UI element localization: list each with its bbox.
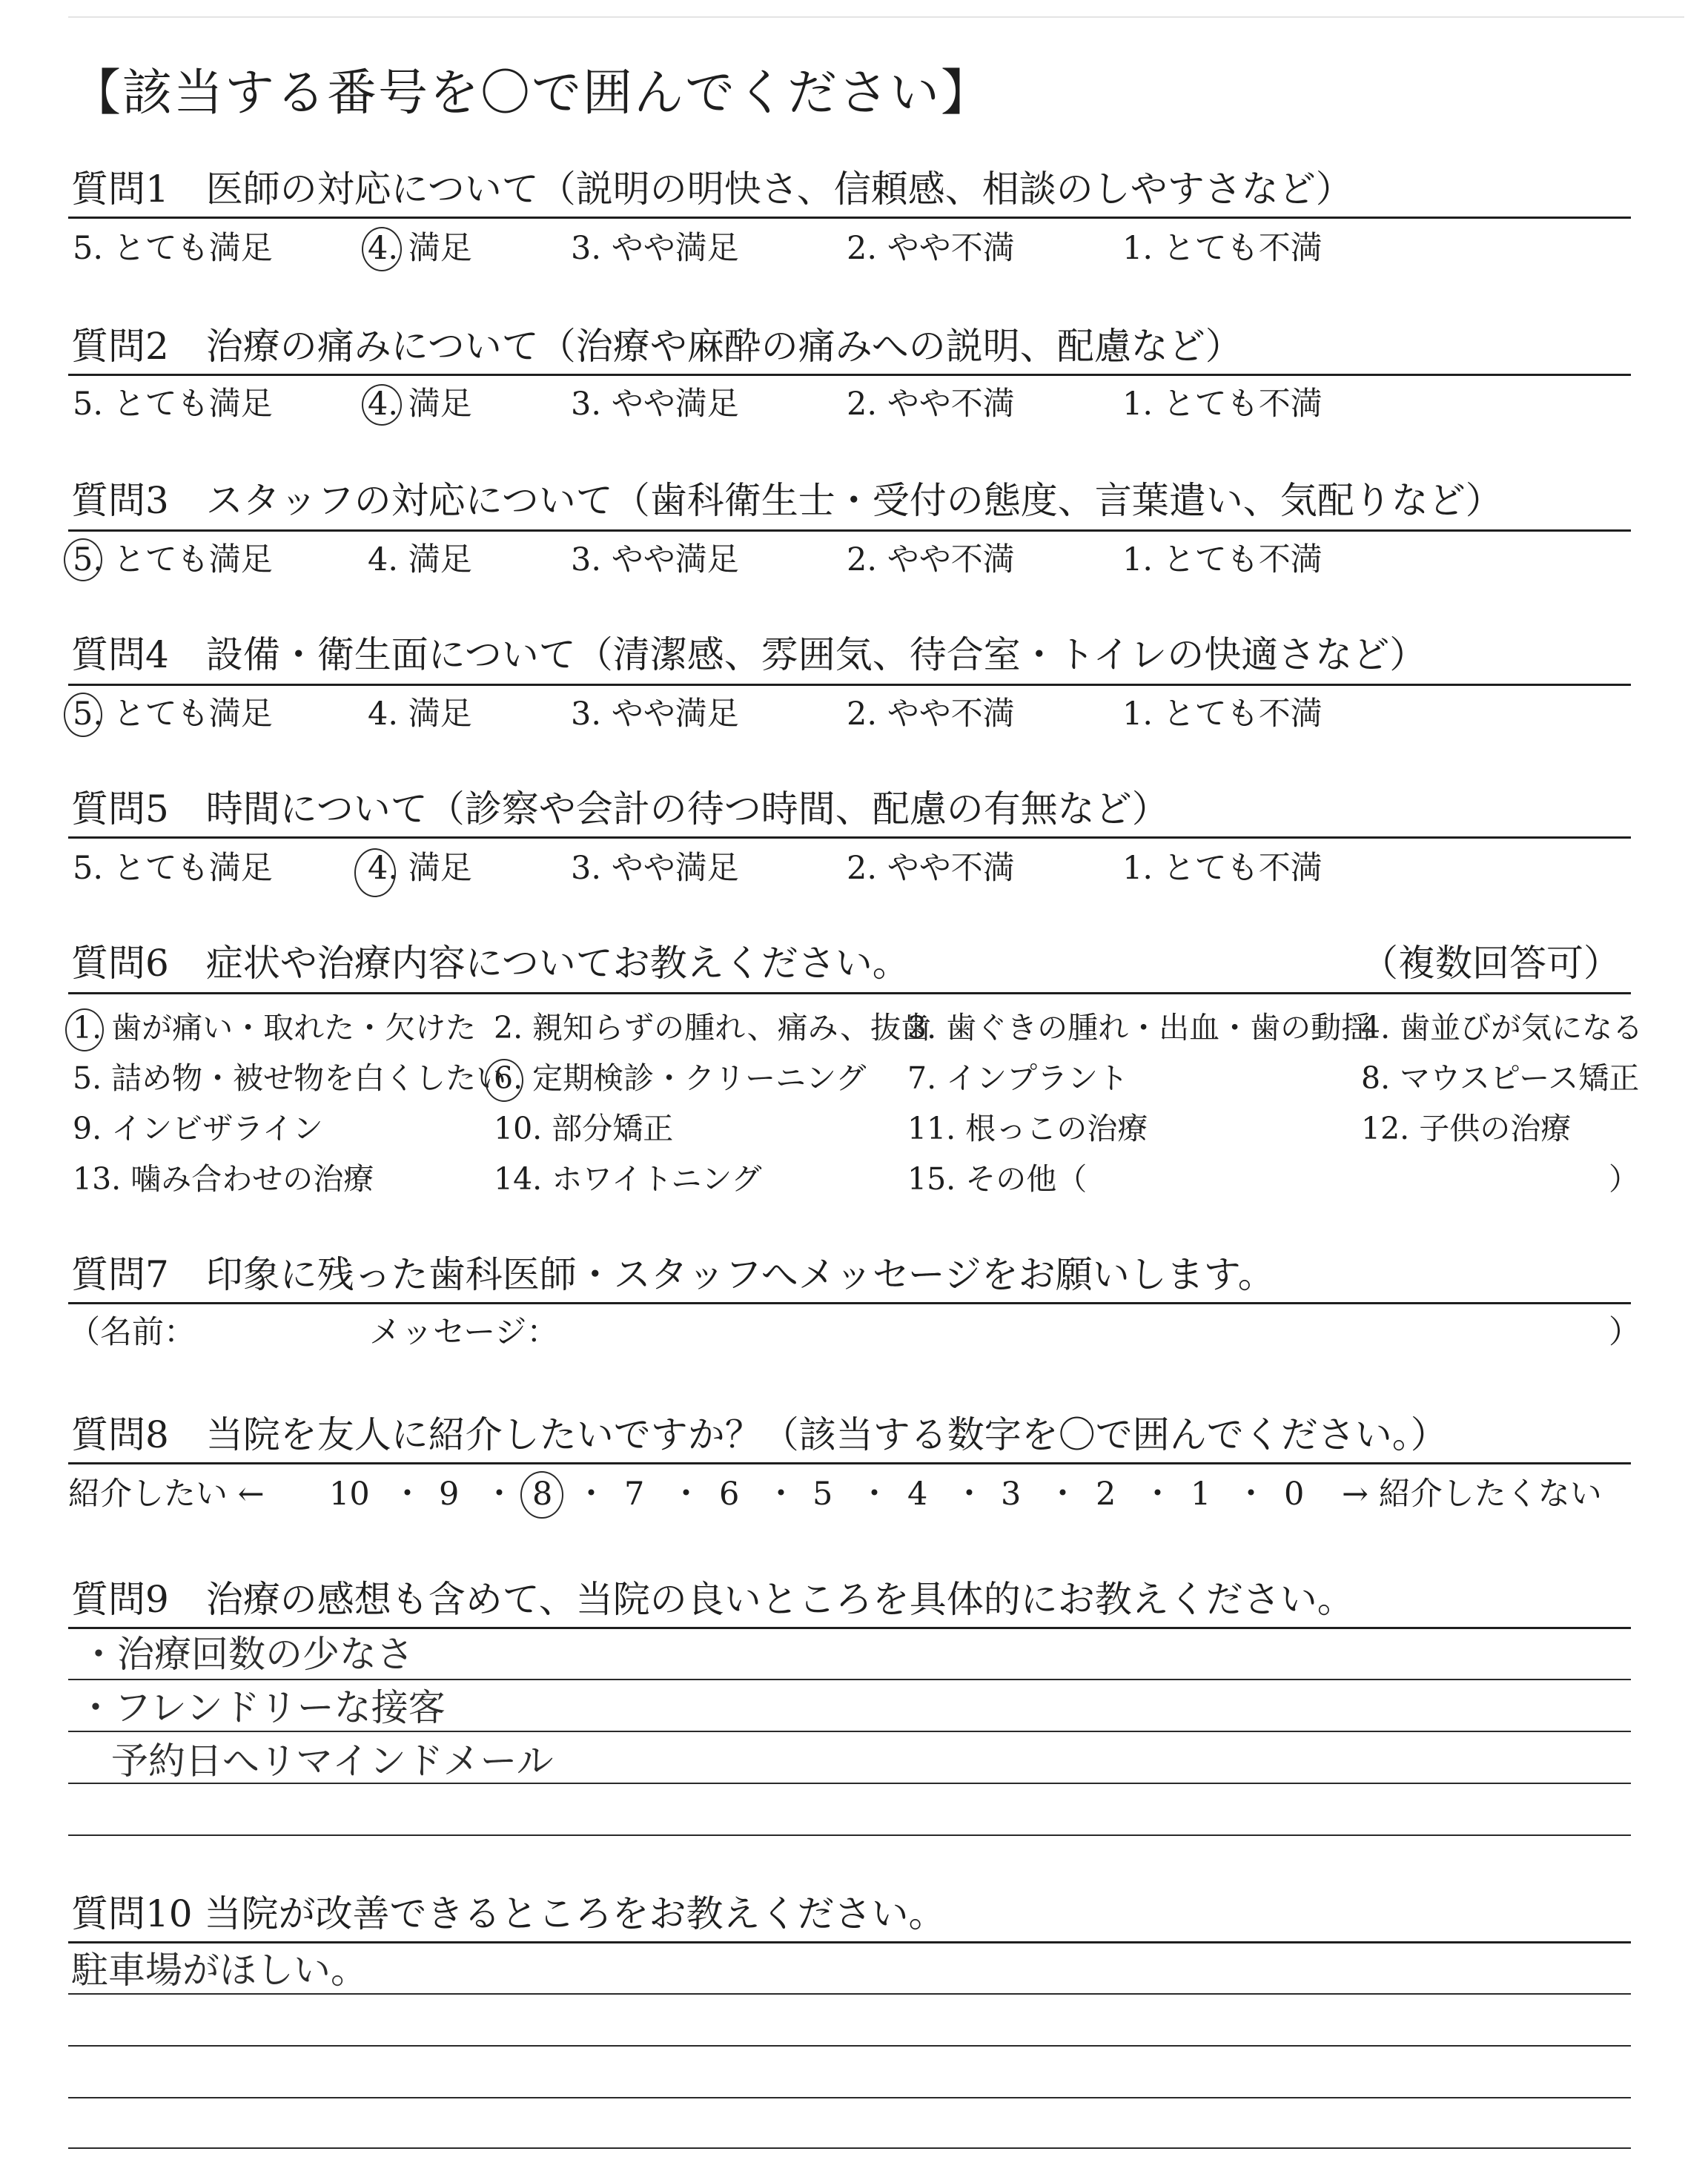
question-label: 質問1 医師の対応について（説明の明快さ、信頼感、相談のしやすさなど） [71, 168, 1353, 211]
option-1[interactable]: 1. とても不満 [1122, 386, 1323, 423]
symptom-option-13[interactable]: 13. 噛み合わせの治療 [73, 1161, 374, 1197]
selected-answer-circle [65, 1008, 104, 1051]
question-rule [68, 1462, 1631, 1464]
answer-line [68, 1993, 1631, 1995]
option-3[interactable]: 3. やや満足 [571, 541, 739, 578]
scale-left-label: 紹介したい ← [68, 1476, 265, 1513]
scale-value[interactable]: 10 [329, 1476, 370, 1513]
option-1[interactable]: 1. とても不満 [1122, 541, 1323, 578]
answer-line [68, 1731, 1631, 1732]
name-label: （名前： [68, 1314, 196, 1351]
question-label: 質問10 当院が改善できるところをお教えください。 [71, 1892, 946, 1935]
scale-right-label: → 紹介したくない [1342, 1476, 1602, 1513]
symptom-option-1[interactable]: 1. 歯が痛い・取れた・欠けた [73, 1010, 477, 1046]
scale-value[interactable]: 2 [1096, 1476, 1116, 1513]
selected-answer-circle [362, 227, 402, 271]
selected-answer-circle [362, 384, 402, 426]
answer-line [68, 1834, 1631, 1836]
option-2[interactable]: 2. やや不満 [847, 230, 1015, 267]
scale-value[interactable]: 6 [719, 1476, 740, 1513]
message-label: メッセージ： [369, 1314, 559, 1351]
option-1[interactable]: 1. とても不満 [1122, 850, 1323, 887]
option-5[interactable]: 5. とても満足 [73, 696, 273, 733]
scale-separator: ・ [483, 1476, 515, 1513]
symptom-option-5[interactable]: 5. 詰め物・被せ物を白くしたい [73, 1060, 507, 1096]
question-rule [68, 836, 1631, 839]
option-2[interactable]: 2. やや不満 [847, 696, 1015, 733]
question-rule [68, 217, 1631, 219]
question-label: 質問8 当院を友人に紹介したいですか？（該当する数字を〇で囲んでください。） [71, 1413, 1448, 1456]
answer-line [68, 2147, 1631, 2149]
option-4[interactable]: 4. 満足 [368, 386, 472, 423]
scale-value[interactable]: 0 [1284, 1476, 1305, 1513]
selected-answer-circle [64, 693, 102, 737]
option-3[interactable]: 3. やや満足 [571, 696, 739, 733]
symptom-option-12[interactable]: 12. 子供の治療 [1361, 1111, 1572, 1146]
question-rule [68, 684, 1631, 686]
selected-answer-circle [354, 848, 396, 897]
option-1[interactable]: 1. とても不満 [1122, 230, 1323, 267]
option-2[interactable]: 2. やや不満 [847, 541, 1015, 578]
question-rule [68, 529, 1631, 532]
scale-separator: ・ [1235, 1476, 1267, 1513]
handwritten-answer: 駐車場がほしい。 [71, 1949, 368, 1992]
question-label: 質問6 症状や治療内容についてお教えください。 [71, 942, 910, 985]
answer-line [68, 1783, 1631, 1784]
question-label: 質問7 印象に残った歯科医師・スタッフへメッセージをお願いします。 [71, 1253, 1275, 1296]
selected-answer-circle [485, 1059, 523, 1102]
scale-separator: ・ [670, 1476, 702, 1513]
symptom-option-2[interactable]: 2. 親知らずの腫れ、痛み、抜歯 [494, 1010, 932, 1046]
scale-value[interactable]: 5 [812, 1476, 833, 1513]
option-2[interactable]: 2. やや不満 [847, 850, 1015, 887]
question-label: 質問9 治療の感想も含めて、当院の良いところを具体的にお教えください。 [71, 1578, 1354, 1621]
option-2[interactable]: 2. やや不満 [847, 386, 1015, 423]
question-rule [68, 992, 1631, 994]
option-5[interactable]: 5. とても満足 [73, 541, 273, 578]
symptom-option-7[interactable]: 7. インプラント [907, 1060, 1129, 1096]
question-rule [68, 1302, 1631, 1304]
option-3[interactable]: 3. やや満足 [571, 386, 739, 423]
scale-separator: ・ [1047, 1476, 1079, 1513]
question-label: 質問5 時間について（診察や会計の待つ時間、配慮の有無など） [71, 787, 1169, 830]
option-3[interactable]: 3. やや満足 [571, 230, 739, 267]
symptom-option-14[interactable]: 14. ホワイトニング [494, 1161, 762, 1197]
multiple-answer-note: （複数回答可） [1361, 942, 1621, 985]
answer-line [68, 2097, 1631, 2098]
option-5[interactable]: 5. とても満足 [73, 850, 273, 887]
symptom-option-6[interactable]: 6. 定期検診・クリーニング [494, 1060, 867, 1096]
handwritten-answer: ・フレンドリーな接客 [77, 1686, 446, 1729]
selected-answer-circle [64, 538, 102, 581]
close-paren: ） [1609, 1314, 1641, 1351]
scale-separator: ・ [391, 1476, 423, 1513]
option-1[interactable]: 1. とても不満 [1122, 696, 1323, 733]
question-label: 質問2 治療の痛みについて（治療や麻酔の痛みへの説明、配慮など） [71, 325, 1242, 368]
symptom-option-3[interactable]: 3. 歯ぐきの腫れ・出血・歯の動揺 [907, 1010, 1372, 1046]
selected-answer-circle [520, 1471, 563, 1519]
option-5[interactable]: 5. とても満足 [73, 230, 273, 267]
question-rule [68, 1941, 1631, 1943]
symptom-option-9[interactable]: 9. インビザライン [73, 1111, 323, 1146]
symptom-option-8[interactable]: 8. マウスピース矯正 [1361, 1060, 1640, 1096]
handwritten-answer: 予約日へリマインドメール [111, 1740, 554, 1783]
option-4[interactable]: 4. 満足 [368, 230, 472, 267]
question-label: 質問4 設備・衛生面について（清潔感、雰囲気、待合室・トイレの快適さなど） [71, 633, 1427, 676]
scale-value[interactable]: 8 [532, 1476, 553, 1513]
scale-separator: ・ [575, 1476, 607, 1513]
option-4[interactable]: 4. 満足 [368, 696, 472, 733]
option-3[interactable]: 3. やや満足 [571, 850, 739, 887]
handwritten-answer: ・治療回数の少なさ [80, 1633, 414, 1676]
question-rule [68, 374, 1631, 376]
answer-line [68, 1679, 1631, 1680]
symptom-option-4[interactable]: 4. 歯並びが気になる [1361, 1010, 1644, 1046]
form-title: 【該当する番号を〇で囲んでください】 [71, 64, 992, 122]
symptom-option-11[interactable]: 11. 根っこの治療 [907, 1111, 1148, 1146]
question-rule [68, 1627, 1631, 1629]
symptom-option-15[interactable]: 15. その他（ [907, 1161, 1088, 1197]
symptom-option-10[interactable]: 10. 部分矯正 [494, 1111, 674, 1146]
scale-separator: ・ [765, 1476, 797, 1513]
other-close-paren: ） [1609, 1161, 1639, 1197]
option-4[interactable]: 4. 満足 [368, 850, 472, 887]
scale-value[interactable]: 3 [1001, 1476, 1022, 1513]
scale-value[interactable]: 1 [1191, 1476, 1211, 1513]
scale-value[interactable]: 7 [624, 1476, 645, 1513]
scale-separator: ・ [1142, 1476, 1174, 1513]
page-top-border [68, 16, 1684, 18]
scale-value[interactable]: 4 [907, 1476, 928, 1513]
option-5[interactable]: 5. とても満足 [73, 386, 273, 423]
answer-line [68, 2045, 1631, 2047]
scale-value[interactable]: 9 [439, 1476, 460, 1513]
option-4[interactable]: 4. 満足 [368, 541, 472, 578]
scale-separator: ・ [858, 1476, 890, 1513]
question-label: 質問3 スタッフの対応について（歯科衛生士・受付の態度、言葉遣い、気配りなど） [71, 479, 1503, 522]
scale-separator: ・ [953, 1476, 985, 1513]
